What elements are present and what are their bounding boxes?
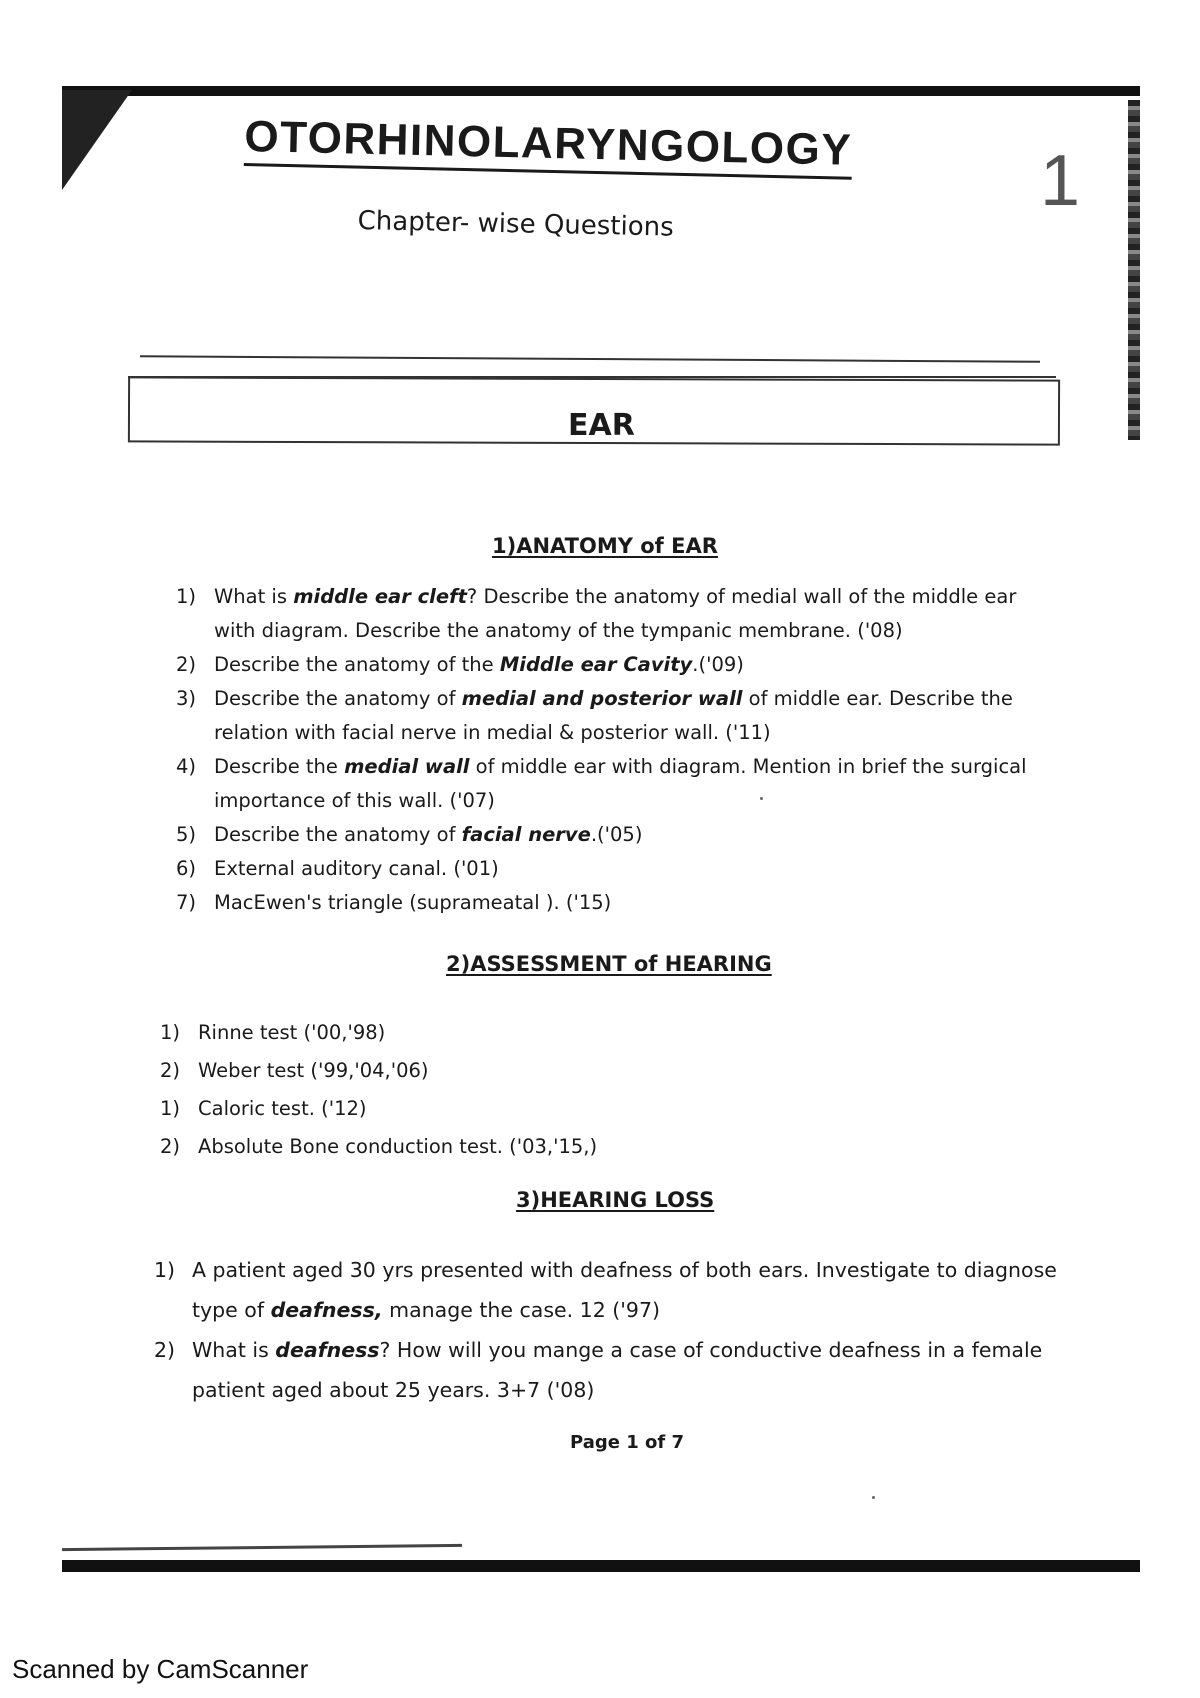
- question-text: MacEwen's triangle (suprameatal ). ('15): [214, 891, 612, 914]
- question-number: 1): [160, 1097, 181, 1120]
- question-text: What is: [192, 1338, 276, 1362]
- question-continuation: importance of this wall. ('07): [214, 789, 495, 812]
- scan-speck: [760, 797, 763, 800]
- question-text: ? Describe the anatomy of medial wall of the middle ear: [466, 585, 1017, 608]
- question-number: 1): [160, 1021, 181, 1044]
- scan-bottom-border: [62, 1560, 1140, 1572]
- question-text: Describe the anatomy of: [214, 687, 462, 710]
- question-text: Weber test ('99,'04,'06): [198, 1059, 429, 1082]
- scan-top-border: [62, 86, 1140, 96]
- question-item: [176, 648, 1076, 682]
- question-continuation: relation with facial nerve in medial & posterior wall. ('11): [214, 721, 771, 744]
- scanner-watermark: Scanned by CamScanner: [12, 1654, 309, 1684]
- question-number: 2): [160, 1135, 181, 1158]
- banner-title: EAR: [568, 408, 635, 443]
- question-text: Absolute Bone conduction test. ('03,'15,): [198, 1135, 598, 1158]
- question-list: [160, 1014, 1060, 1166]
- question-emphasis: middle ear cleft: [293, 585, 467, 608]
- question-list: [176, 580, 1076, 920]
- question-emphasis: medial wall: [344, 755, 470, 778]
- question-text: Rinne test ('00,'98): [198, 1021, 386, 1044]
- question-text: .('09): [692, 653, 744, 676]
- scan-speck: [872, 1496, 875, 1499]
- question-item: [160, 1128, 1060, 1166]
- question-item: [176, 682, 1076, 750]
- question-number: 7): [176, 891, 197, 914]
- question-continuation: patient aged about 25 years. 3+7 ('08): [192, 1378, 595, 1402]
- question-text: Describe the anatomy of the: [214, 653, 500, 676]
- question-text: ? How will you mange a case of conductive deafness in a female: [379, 1338, 1043, 1362]
- question-number: 5): [176, 823, 197, 846]
- document-subtitle: Chapter- wise Questions: [357, 206, 674, 243]
- question-text: manage the case. 12 ('97): [382, 1298, 661, 1322]
- question-number: 6): [176, 857, 197, 880]
- question-number: 2): [160, 1059, 181, 1082]
- question-number: 2): [154, 1338, 176, 1362]
- divider-line: [140, 355, 1040, 362]
- question-text: External auditory canal. ('01): [214, 857, 499, 880]
- question-text: Describe the anatomy of: [214, 823, 462, 846]
- question-item: [176, 852, 1076, 886]
- section-title: 2)ASSESSMENT of HEARING: [446, 952, 772, 976]
- question-number: 1): [176, 585, 197, 608]
- question-emphasis: deafness: [275, 1338, 380, 1362]
- question-emphasis: facial nerve: [461, 823, 591, 846]
- question-item: [176, 580, 1076, 648]
- question-list: [154, 1250, 1154, 1410]
- question-text: .('05): [590, 823, 643, 846]
- question-number: 2): [176, 653, 197, 676]
- question-emphasis: medial and posterior wall: [461, 687, 743, 710]
- question-text: What is: [214, 585, 294, 608]
- question-text: Caloric test. ('12): [198, 1097, 367, 1120]
- question-item: [160, 1052, 1060, 1090]
- question-number: 4): [176, 755, 197, 778]
- scan-bottom-streak: [62, 1544, 462, 1551]
- scan-right-edge: [1128, 100, 1140, 440]
- question-continuation: with diagram. Describe the anatomy of the tympanic membrane. ('08): [214, 619, 903, 642]
- section-title: 3)HEARING LOSS: [516, 1188, 715, 1212]
- question-number: 3): [176, 687, 197, 710]
- question-item: [160, 1090, 1060, 1128]
- page-footer: Page 1 of 7: [570, 1432, 684, 1453]
- question-text: Describe the: [214, 755, 345, 778]
- question-emphasis: deafness,: [270, 1298, 383, 1322]
- question-item: [176, 818, 1076, 852]
- question-item: [176, 886, 1076, 920]
- section-title: 1)ANATOMY of EAR: [492, 534, 718, 558]
- question-item: [176, 750, 1076, 818]
- question-text: of middle ear with diagram. Mention in brief the surgical: [469, 755, 1027, 778]
- document-title: OTORHINOLARYNGOLOGY: [244, 112, 853, 179]
- question-item: [154, 1330, 1154, 1410]
- page-number: 1: [1040, 141, 1081, 221]
- question-emphasis: Middle ear Cavity: [499, 653, 693, 676]
- question-text: type of: [192, 1298, 271, 1322]
- question-text: A patient aged 30 yrs presented with deafness of both ears. Investigate to diagnose: [192, 1258, 1057, 1282]
- question-number: 1): [154, 1258, 176, 1282]
- question-item: [154, 1250, 1154, 1330]
- question-text: of middle ear. Describe the: [742, 687, 1013, 710]
- question-continuation: [154, 1290, 1154, 1330]
- scan-corner-shadow: [62, 90, 132, 190]
- question-item: [160, 1014, 1060, 1052]
